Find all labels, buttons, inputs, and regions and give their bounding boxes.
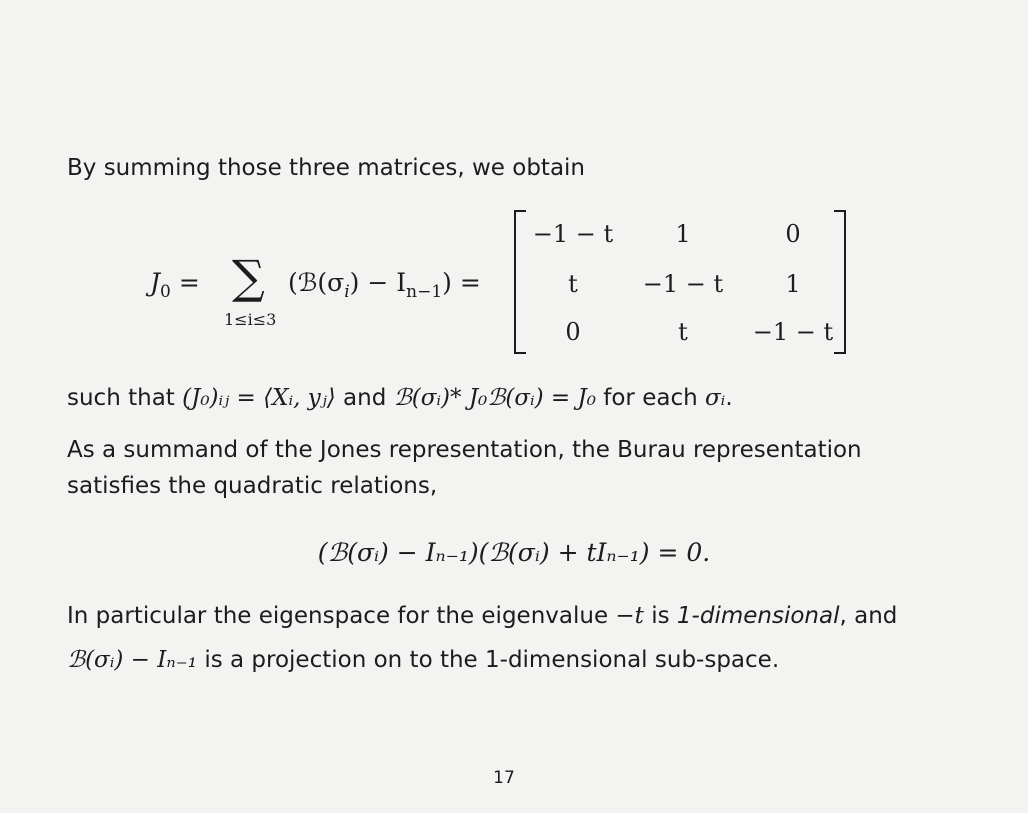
paragraph-intro: By summing those three matrices, we obtain [67, 155, 586, 181]
matrix-cell: 0 [565, 318, 581, 346]
matrix-cell: t [568, 270, 578, 298]
equation-quadratic: (ℬ(σᵢ) − Iₙ₋₁)(ℬ(σᵢ) + tIₙ₋₁) = 0. [317, 538, 711, 567]
matrix-cell: −1 − t [642, 270, 724, 298]
summand: $(ℬ(\sigma_i) - I_{n-1})$ = [288, 268, 481, 302]
equation-lhs: $J_0$ = [150, 268, 200, 302]
paragraph-such-that: such that (J₀)ᵢⱼ = ⟨Xᵢ, yⱼ⟩ and ℬ(σᵢ)* J₀ℬ(σᵢ) = J₀ for each σᵢ. [67, 385, 733, 411]
paragraph-eigenspace-line2: ℬ(σᵢ) − Iₙ₋₁ is a projection on to the 1-dimensional sub-space. [67, 647, 780, 673]
sum-symbol: ∑ [232, 250, 265, 304]
paragraph-burau-line2: satisfies the quadratic relations, [67, 473, 438, 499]
matrix-cell: 1 [675, 220, 691, 248]
matrix-cell: 0 [785, 220, 801, 248]
matrix-cell: t [678, 318, 688, 346]
page-number: 17 [493, 768, 515, 788]
matrix-cell: −1 − t [532, 220, 614, 248]
equation-j0 [150, 210, 870, 360]
paragraph-burau-line1: As a summand of the Jones representation, the Burau representation [67, 437, 862, 463]
sum-range: 1≤i≤3 [224, 310, 277, 329]
paragraph-eigenspace-line1: In particular the eigenspace for the eigenvalue −t is 1-dimensional, and [67, 603, 898, 629]
matrix-cell: 1 [785, 270, 801, 298]
matrix-cell: −1 − t [752, 318, 834, 346]
